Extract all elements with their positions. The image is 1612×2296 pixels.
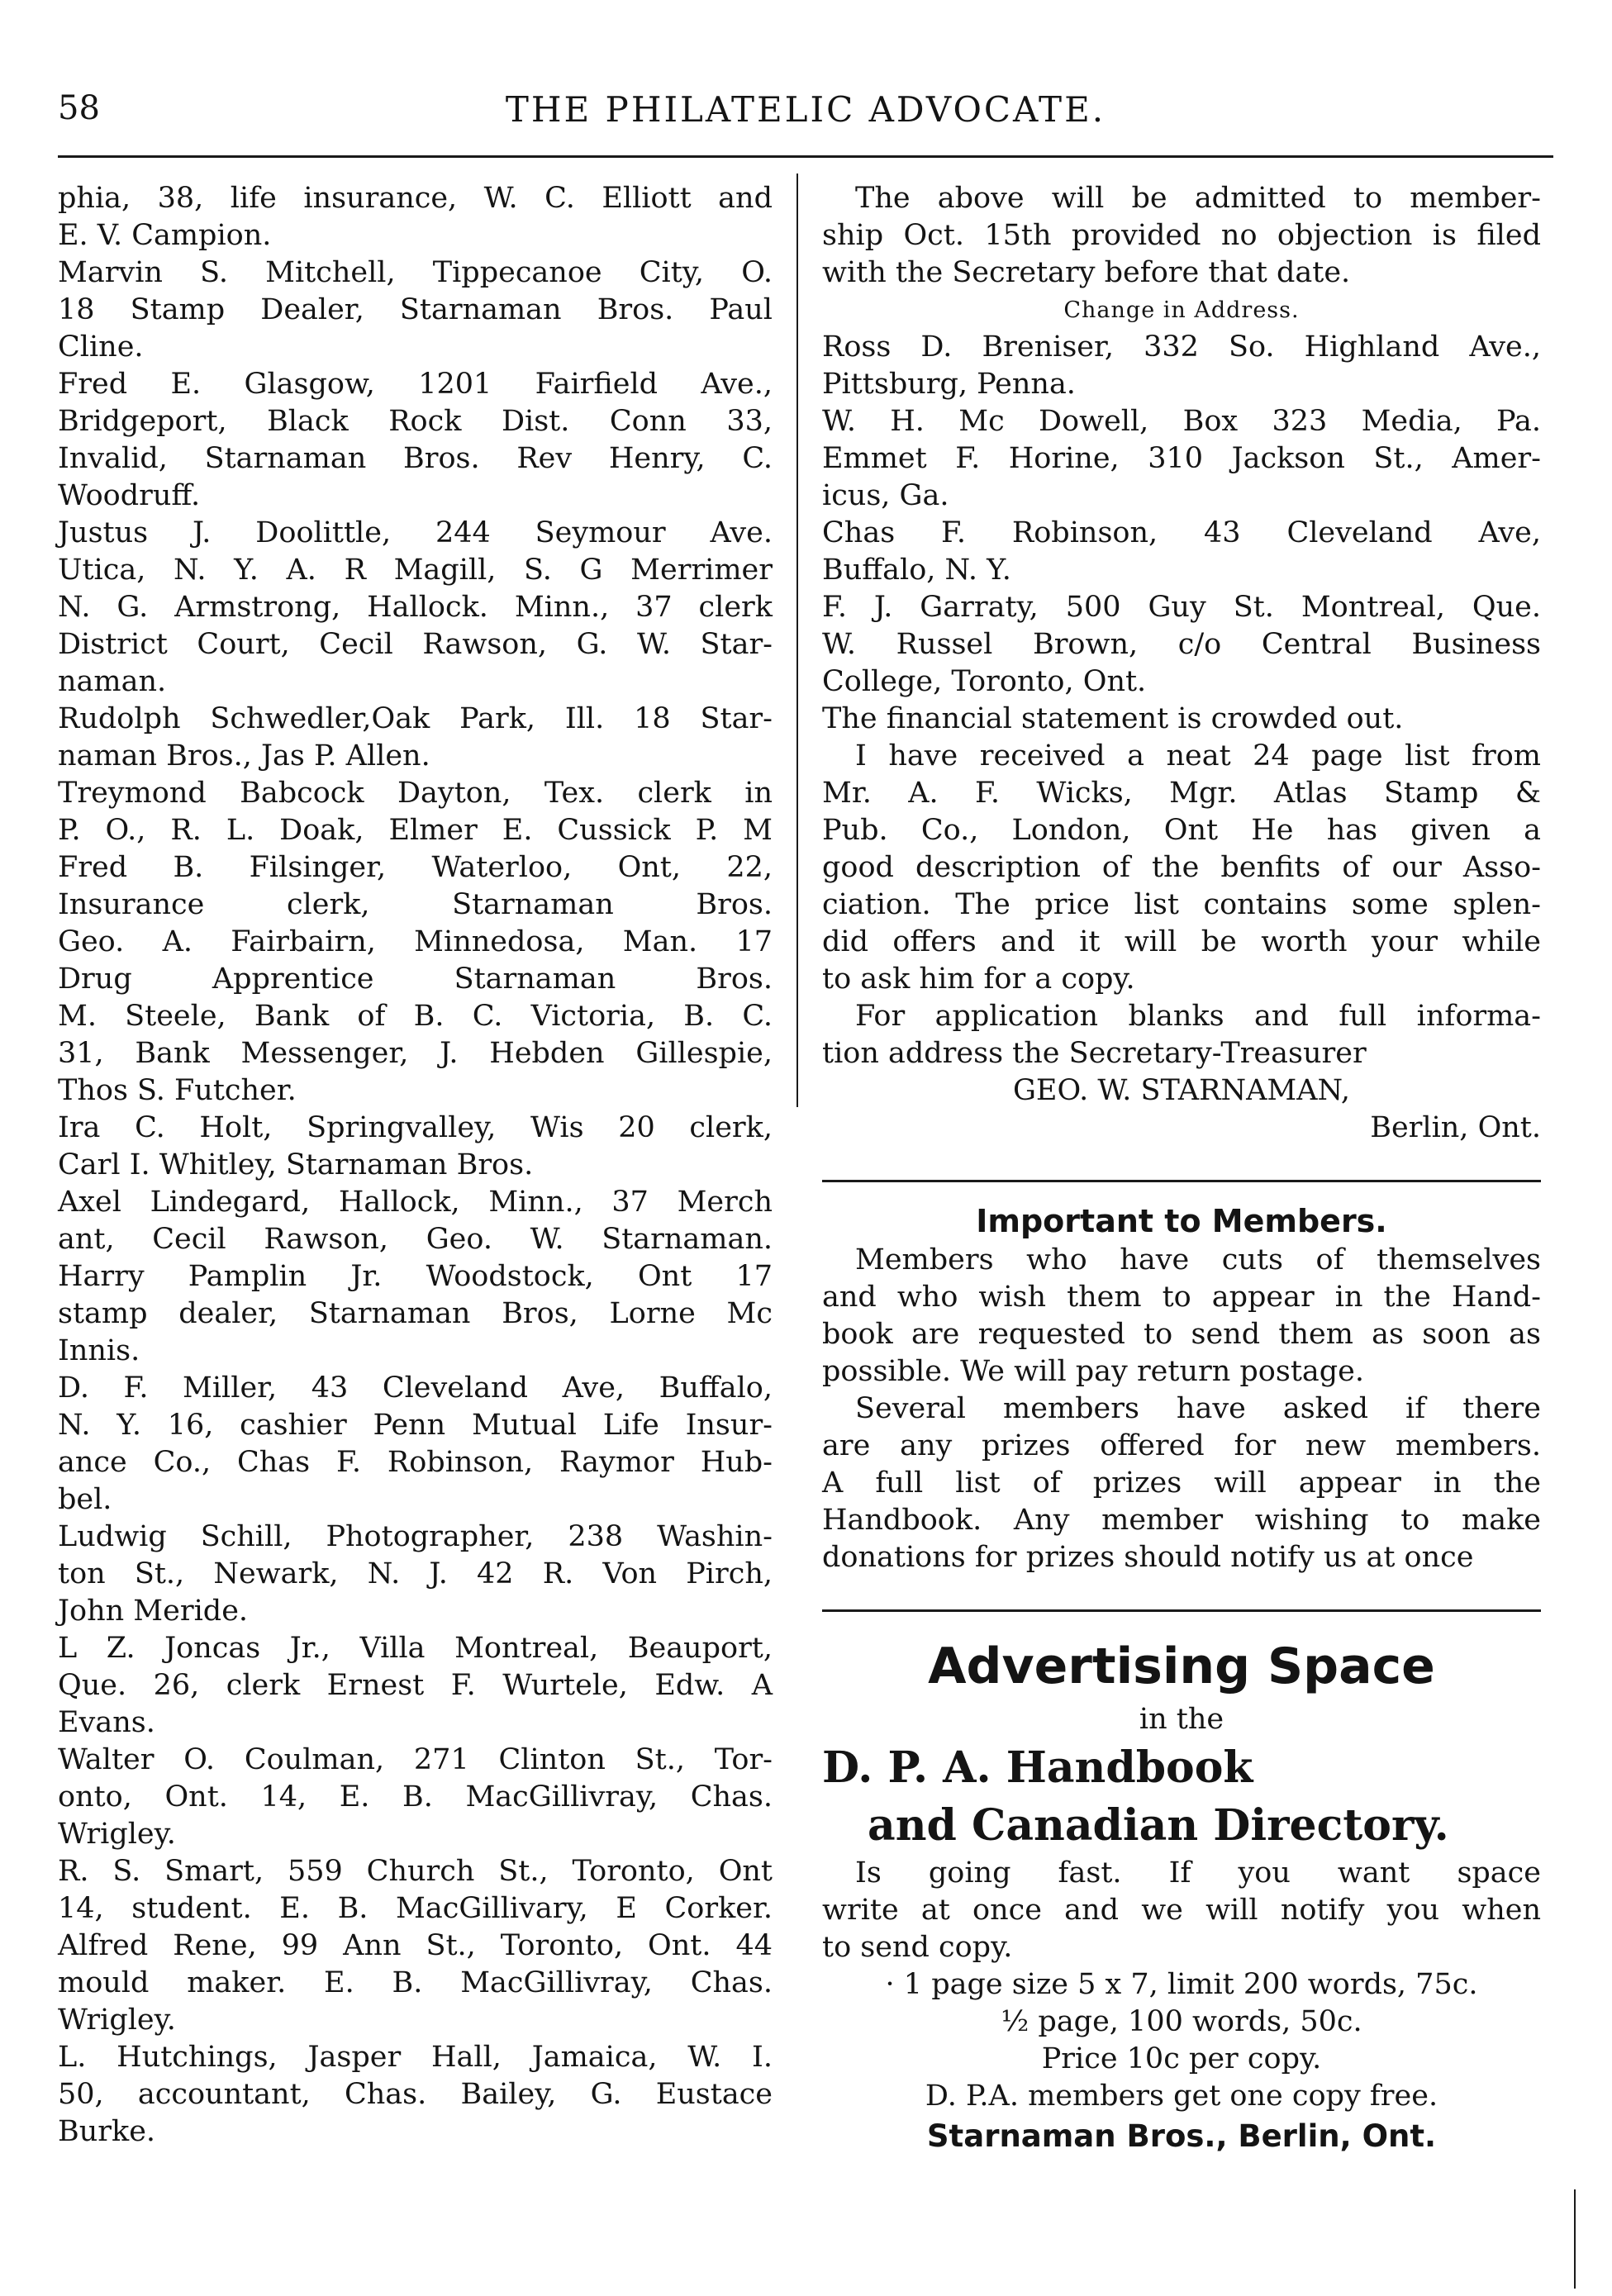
member-entry-line: ant, Cecil Rawson, Geo. W. Starnaman. — [58, 1223, 773, 1256]
notice-line: For application blanks and full informa- — [855, 1000, 1541, 1033]
member-entry-line: Burke. — [58, 2115, 156, 2148]
advert-line-2: and Canadian Directory. — [868, 1800, 1449, 1851]
address-line: F. J. Garraty, 500 Guy St. Montreal, Que. — [822, 591, 1541, 624]
member-entry-line: 14, student. E. B. MacGillivary, E Corker. — [58, 1892, 773, 1925]
notice-line: ship Oct. 15th provided no objection is filed — [822, 219, 1541, 252]
member-entry-line: Innis. — [58, 1334, 140, 1367]
column-divider — [796, 174, 798, 1107]
address-line: College, Toronto, Ont. — [822, 665, 1147, 698]
application-notice — [822, 998, 1541, 1072]
member-entry-line: 50, accountant, Chas. Bailey, G. Eustace — [58, 2078, 773, 2111]
important-line: possible. We will pay return postage. — [822, 1355, 1365, 1388]
page-number: 58 — [58, 89, 100, 127]
important-line: donations for prizes should notify us at once — [822, 1541, 1474, 1574]
member-entry-line: Geo. A. Fairbairn, Minnedosa, Man. 17 — [58, 925, 773, 958]
member-entry-line: M. Steele, Bank of B. C. Victoria, B. C. — [58, 1000, 773, 1033]
notice-line: to ask him for a copy. — [822, 963, 1135, 996]
advert-rate-line: · 1 page size 5 x 7, limit 200 words, 75c. — [885, 1968, 1478, 2001]
address-line: W. H. Mc Dowell, Box 323 Media, Pa. — [822, 405, 1541, 438]
header-rule — [58, 155, 1553, 158]
member-entry-line: District Court, Cecil Rawson, G. W. Star- — [58, 628, 773, 661]
running-title: THE PHILATELIC ADVOCATE. — [505, 89, 1106, 130]
right-column — [822, 180, 1541, 2158]
member-entry-line: mould maker. E. B. MacGillivray, Chas. — [58, 1966, 773, 1999]
address-line: Buffalo, N. Y. — [822, 554, 1011, 587]
member-entry-line: Marvin S. Mitchell, Tippecanoe City, O. — [58, 256, 773, 289]
notice-line: tion address the Secretary-Treasurer — [822, 1037, 1367, 1070]
notice-line: Mr. A. F. Wicks, Mgr. Atlas Stamp & — [822, 777, 1541, 810]
signature-place: Berlin, Ont. — [1370, 1111, 1541, 1144]
edge-mark — [1574, 2189, 1576, 2289]
member-entry-line: Ira C. Holt, Springvalley, Wis 20 clerk, — [58, 1111, 773, 1144]
member-entry-line: phia, 38, life insurance, W. C. Elliott and — [58, 182, 773, 215]
important-line: and who wish them to appear in the Hand- — [822, 1281, 1541, 1314]
member-entry-line: Justus J. Doolittle, 244 Seymour Ave. — [58, 516, 773, 549]
member-entry-line: naman. — [58, 665, 167, 698]
member-entry-line: Bridgeport, Black Rock Dist. Conn 33, — [58, 405, 773, 438]
member-entry-line: Rudolph Schwedler,Oak Park, Ill. 18 Star- — [58, 702, 773, 735]
notice-line: good description of the benfits of our Asso- — [822, 851, 1541, 884]
member-entry-line: 18 Stamp Dealer, Starnaman Bros. Paul — [58, 293, 773, 326]
advert-body-line: Is going fast. If you want space — [855, 1856, 1541, 1890]
important-line: A full list of prizes will appear in the — [822, 1466, 1541, 1500]
address-line: The financial statement is crowded out. — [822, 702, 1404, 735]
change-of-address-heading: Change in Address. — [1063, 297, 1300, 323]
advert-rate-line: D. P.A. members get one copy free. — [925, 2080, 1438, 2113]
advert-rate-line: ½ page, 100 words, 50c. — [1001, 2005, 1362, 2038]
member-entry-line: Evans. — [58, 1706, 155, 1739]
member-entry-line: ton St., Newark, N. J. 42 R. Von Pirch, — [58, 1557, 773, 1590]
member-entry-line: R. S. Smart, 559 Church St., Toronto, Ont — [58, 1855, 773, 1888]
member-entry-line: Insurance clerk, Starnaman Bros. — [58, 888, 773, 921]
important-line: Members who have cuts of themselves — [855, 1243, 1541, 1276]
member-entry-line: Wrigley. — [58, 2004, 176, 2037]
member-entry-line: N. Y. 16, cashier Penn Mutual Life Insur- — [58, 1409, 773, 1442]
member-entry-line: Alfred Rene, 99 Ann St., Toronto, Ont. 44 — [58, 1929, 773, 1962]
important-line: are any prizes offered for new members. — [822, 1429, 1541, 1462]
change-of-address-list — [822, 329, 1541, 738]
member-entry-line: Fred E. Glasgow, 1201 Fairfield Ave., — [58, 368, 773, 401]
member-entry-line: ance Co., Chas F. Robinson, Raymor Hub- — [58, 1446, 773, 1479]
member-entry-line: Utica, N. Y. A. R Magill, S. G Merrimer — [58, 554, 773, 587]
advert-body-line: write at once and we will notify you when — [822, 1894, 1541, 1927]
member-entry-line: Treymond Babcock Dayton, Tex. clerk in — [58, 777, 773, 810]
member-entry-line: Cline. — [58, 330, 144, 364]
member-entry-line: Drug Apprentice Starnaman Bros. — [58, 963, 773, 996]
notice-line: The above will be admitted to member- — [855, 182, 1541, 215]
member-entry-line: Walter O. Coulman, 271 Clinton St., Tor- — [58, 1743, 773, 1776]
important-line: book are requested to send them as soon as — [822, 1318, 1541, 1351]
member-entry-line: Fred B. Filsinger, Waterloo, Ont, 22, — [58, 851, 773, 884]
notice-line: did offers and it will be worth your while — [822, 925, 1541, 958]
member-entry-line: bel. — [58, 1483, 112, 1516]
member-entry-line: onto, Ont. 14, E. B. MacGillivray, Chas. — [58, 1780, 773, 1814]
member-entry-line: 31, Bank Messenger, J. Hebden Gillespie, — [58, 1037, 773, 1070]
advert-title: Advertising Space — [928, 1638, 1435, 1695]
address-line: Ross D. Breniser, 332 So. Highland Ave., — [822, 330, 1541, 364]
member-entry-line: L Z. Joncas Jr., Villa Montreal, Beauport, — [58, 1632, 773, 1665]
member-entry-line: Carl I. Whitley, Starnaman Bros. — [58, 1148, 534, 1181]
address-line: Pittsburg, Penna. — [822, 368, 1076, 401]
notice-line: I have received a neat 24 page list from — [855, 739, 1541, 772]
section-rule — [822, 1180, 1541, 1182]
advert-line-1: D. P. A. Handbook — [822, 1742, 1253, 1793]
member-entry-line: Ludwig Schill, Photographer, 238 Washin- — [58, 1520, 773, 1553]
member-entry-line: Axel Lindegard, Hallock, Minn., 37 Merch — [58, 1186, 773, 1219]
section-rule — [822, 1609, 1541, 1612]
price-list-notice — [822, 738, 1541, 998]
advert-rates — [822, 1966, 1541, 2115]
important-line: Handbook. Any member wishing to make — [822, 1504, 1541, 1537]
member-entry-line: Wrigley. — [58, 1818, 176, 1851]
member-entry-line: John Meride. — [58, 1595, 249, 1628]
member-entry-line: Que. 26, clerk Ernest F. Wurtele, Edw. A — [58, 1669, 773, 1702]
member-entry-line: Woodruff. — [58, 479, 201, 512]
member-entry-line: Invalid, Starnaman Bros. Rev Henry, C. — [58, 442, 773, 475]
important-notice — [822, 1242, 1541, 1576]
member-entry-line: naman Bros., Jas P. Allen. — [58, 739, 430, 772]
advert-footer: Starnaman Bros., Berlin, Ont. — [926, 2118, 1437, 2154]
member-entry-line: P. O., R. L. Doak, Elmer E. Cussick P. M — [58, 814, 773, 847]
advert-body-line: to send copy. — [822, 1931, 1013, 1964]
left-column — [58, 180, 773, 2151]
address-line: Chas F. Robinson, 43 Cleveland Ave, — [822, 516, 1541, 549]
important-heading: Important to Members. — [976, 1203, 1387, 1239]
member-entry-line: E. V. Campion. — [58, 219, 272, 252]
notice-line: Pub. Co., London, Ont He has given a — [822, 814, 1541, 847]
member-entry-line: Thos S. Futcher. — [58, 1074, 297, 1107]
member-entry-line: N. G. Armstrong, Hallock. Minn., 37 clerk — [58, 591, 773, 624]
page-header — [58, 89, 1553, 139]
advert-rate-line: Price 10c per copy. — [1041, 2042, 1322, 2075]
advert-body — [822, 1855, 1541, 1966]
member-entry-line: D. F. Miller, 43 Cleveland Ave, Buffalo, — [58, 1371, 773, 1405]
member-entry-line: L. Hutchings, Jasper Hall, Jamaica, W. I. — [58, 2041, 773, 2074]
address-line: icus, Ga. — [822, 479, 949, 512]
address-line: Emmet F. Horine, 310 Jackson St., Amer- — [822, 442, 1541, 475]
notice-line: ciation. The price list contains some splen- — [822, 888, 1541, 921]
advert-sub: in the — [1139, 1703, 1224, 1736]
notice-line: with the Secretary before that date. — [822, 256, 1351, 289]
member-entry-line: stamp dealer, Starnaman Bros, Lorne Mc — [58, 1297, 773, 1330]
address-line: W. Russel Brown, c/o Central Business — [822, 628, 1541, 661]
member-entry-line: Harry Pamplin Jr. Woodstock, Ont 17 — [58, 1260, 773, 1293]
important-line: Several members have asked if there — [855, 1392, 1541, 1425]
admission-notice — [822, 180, 1541, 292]
signature-name: GEO. W. STARNAMAN, — [1012, 1074, 1351, 1107]
